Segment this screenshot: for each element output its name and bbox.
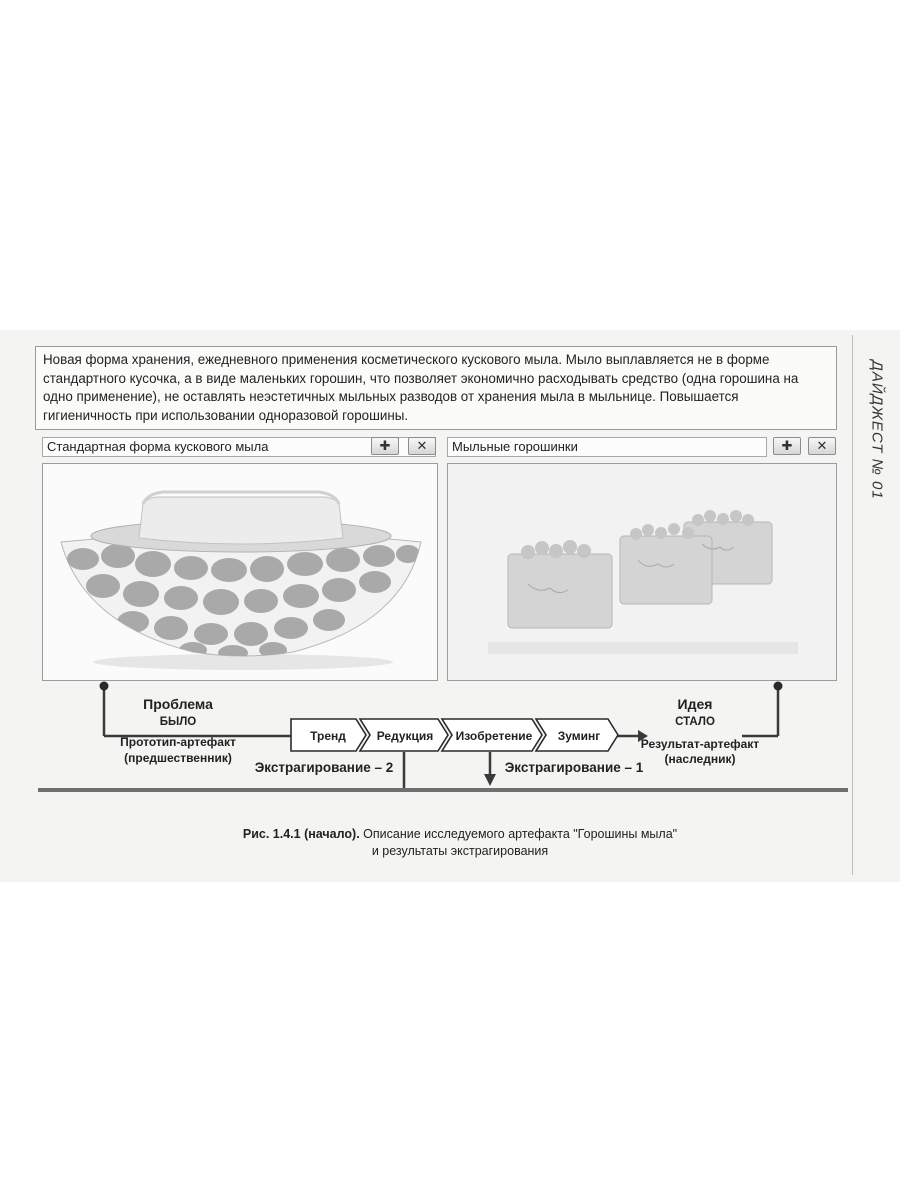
problem-artifact: Прототип-артефакт bbox=[120, 735, 236, 749]
step-trend: Тренд bbox=[310, 729, 346, 743]
caption-line-1: Описание исследуемого артефакта "Горошины мыла" bbox=[363, 827, 678, 841]
caption-line-2: и результаты экстрагирования bbox=[371, 844, 549, 858]
figure-caption bbox=[150, 826, 770, 860]
idea-state: СТАЛО bbox=[675, 716, 715, 728]
panel-title-soap-peas: Мыльные горошинки bbox=[447, 437, 767, 457]
add-image-button[interactable]: ✚ bbox=[371, 437, 399, 455]
caption-ref: Рис. 1.4.1 (начало). bbox=[242, 827, 360, 841]
idea-heading: Идея bbox=[677, 696, 713, 712]
remove-image-button[interactable]: ✕ bbox=[808, 437, 836, 455]
problem-role: (предшественник) bbox=[124, 751, 232, 765]
add-image-button[interactable]: ✚ bbox=[773, 437, 801, 455]
idea-artifact: Результат-артефакт bbox=[640, 737, 760, 751]
artifact-description: Новая форма хранения, ежедневного применения косметического кускового мыла. Мыло выплавляется не в форме стандартного кусочка, а в виде маленьких горошин, что позволяет экономично расходывать средство (одна горошина на одно применение), не оставлять неэстетичных мыльных разводов от хранения мыла в мыльнице. Повышается гигиеничность при использовании одноразовой горошины. bbox=[35, 346, 837, 430]
panel-title-standard-soap: Стандартная форма кускового мыла bbox=[42, 437, 436, 457]
extraction-1-label: Экстрагирование – 1 bbox=[504, 760, 644, 775]
problem-heading: Проблема bbox=[143, 696, 213, 712]
remove-image-button[interactable]: ✕ bbox=[408, 437, 436, 455]
side-title-text: ДАЙДЖЕСТ № 01 bbox=[868, 360, 886, 500]
extraction-2-label: Экстрагирование – 2 bbox=[254, 760, 394, 775]
step-zooming: Зуминг bbox=[557, 729, 601, 743]
step-invention: Изобретение bbox=[455, 729, 533, 743]
step-reduction: Редукция bbox=[376, 729, 434, 743]
problem-state: БЫЛО bbox=[159, 716, 197, 728]
idea-role: (наследник) bbox=[664, 752, 736, 766]
